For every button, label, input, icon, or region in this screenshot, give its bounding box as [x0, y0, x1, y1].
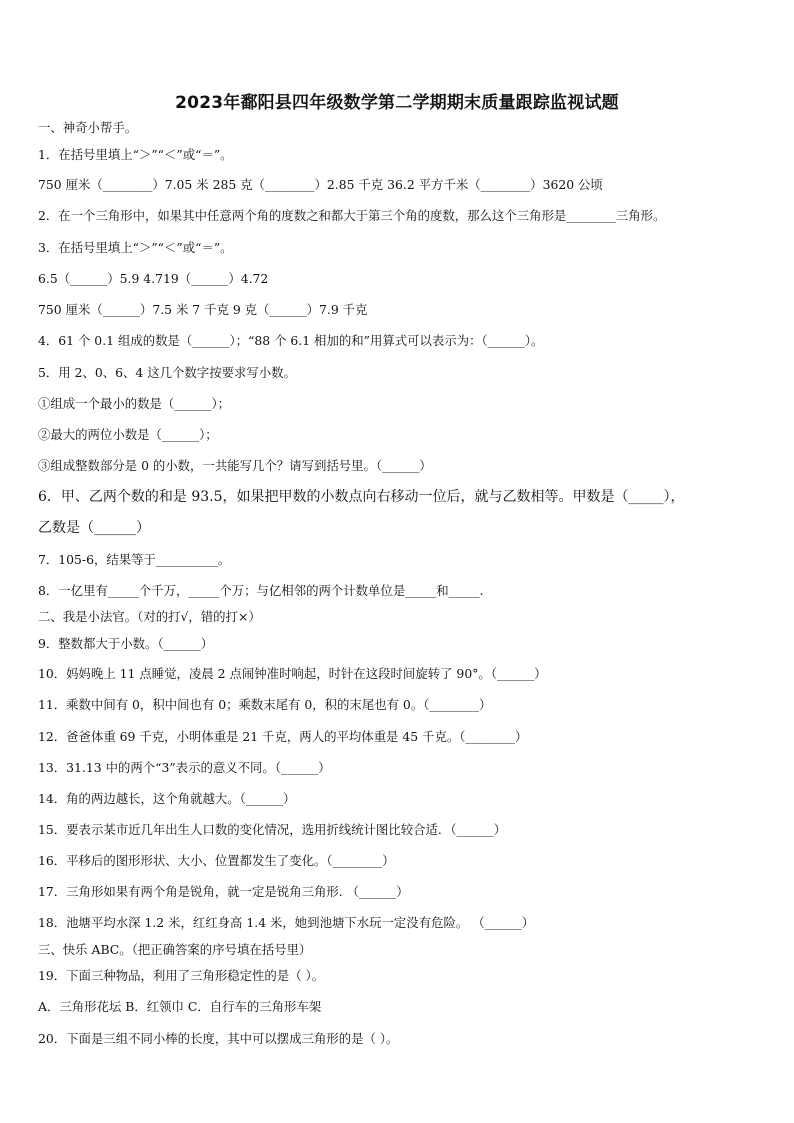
section-heading-2: 二、我是小法官。（对的打√，错的打×）: [38, 609, 261, 624]
question-15: 15．要表示某市近几年出生人口数的变化情况，选用折线统计图比较合适．（______）: [38, 822, 507, 837]
page-title: 2023年鄱阳县四年级数学第二学期期末质量跟踪监视试题: [175, 93, 619, 113]
question-19-options: A．三角形花坛 B．红领巾 C．自行车的三角形车架: [38, 999, 322, 1014]
question-6-cont: 乙数是（______）: [38, 520, 150, 536]
question-1-items: 750 厘米（________）7.05 米 285 克（________）2.85 千克 36.2 平方千米（________）3620 公顷: [38, 177, 603, 192]
question-10: 10．妈妈晚上 11 点睡觉，凌晨 2 点闹钟准时响起，时针在这段时间旋转了 90°。（______）: [38, 666, 547, 681]
question-2: 2．在一个三角形中，如果其中任意两个角的度数之和都大于第三个角的度数，那么这个三角形是________三角形。: [38, 208, 666, 223]
question-13: 13．31.13 中的两个“3”表示的意义不同。（______）: [38, 760, 331, 775]
question-5-part-2: ②最大的两位小数是（______）；: [38, 427, 218, 442]
question-1: 1．在括号里填上“＞”“＜”或“＝”。: [38, 147, 233, 162]
question-11: 11．乘数中间有 0，积中间也有 0；乘数末尾有 0，积的末尾也有 0。（________）: [38, 697, 492, 712]
question-19: 19．下面三种物品，利用了三角形稳定性的是（ ）。: [38, 968, 325, 983]
question-5-part-3: ③组成整数部分是 0 的小数，一共能写几个？请写到括号里。（______）: [38, 458, 432, 473]
question-3: 3．在括号里填上“＞”“＜”或“＝”。: [38, 240, 233, 255]
question-18: 18．池塘平均水深 1.2 米，红红身高 1.4 米，她到池塘下水玩一定没有危险。 （______）: [38, 915, 535, 930]
question-8: 8．一亿里有_____个千万，_____个万；与亿相邻的两个计数单位是_____和_____.: [38, 583, 484, 598]
question-12: 12．爸爸体重 69 千克，小明体重是 21 千克，两人的平均体重是 45 千克。（________）: [38, 729, 528, 744]
question-3-items-row1: 6.5（______）5.9 4.719（______）4.72: [38, 271, 269, 286]
question-5-part-1: ①组成一个最小的数是（______）；: [38, 396, 231, 411]
question-6: 6．甲、乙两个数的和是 93.5，如果把甲数的小数点向右移动一位后，就与乙数相等。甲数是（_____），: [38, 489, 685, 505]
question-3-items-row2: 750 厘米（______）7.5 米 7 千克 9 克（______）7.9 千克: [38, 302, 368, 317]
question-7: 7．105-6，结果等于__________。: [38, 552, 231, 567]
question-20: 20．下面是三组不同小棒的长度，其中可以摆成三角形的是（ ）。: [38, 1031, 399, 1046]
question-5: 5．用 2、0、6、4 这几个数字按要求写小数。: [38, 365, 296, 380]
question-16: 16．平移后的图形形状、大小、位置都发生了变化。（________）: [38, 853, 395, 868]
question-4: 4．61 个 0.1 组成的数是（______）；“88 个 6.1 相加的和”用算式可以表示为：（______）。: [38, 333, 544, 348]
question-14: 14．角的两边越长，这个角就越大。（______）: [38, 791, 296, 806]
section-heading-1: 一、神奇小帮手。: [38, 120, 138, 135]
question-9: 9．整数都大于小数。（______）: [38, 636, 214, 651]
question-17: 17．三角形如果有两个角是锐角，就一定是锐角三角形. （______）: [38, 884, 409, 899]
section-heading-3: 三、快乐 ABC。（把正确答案的序号填在括号里）: [38, 942, 312, 957]
